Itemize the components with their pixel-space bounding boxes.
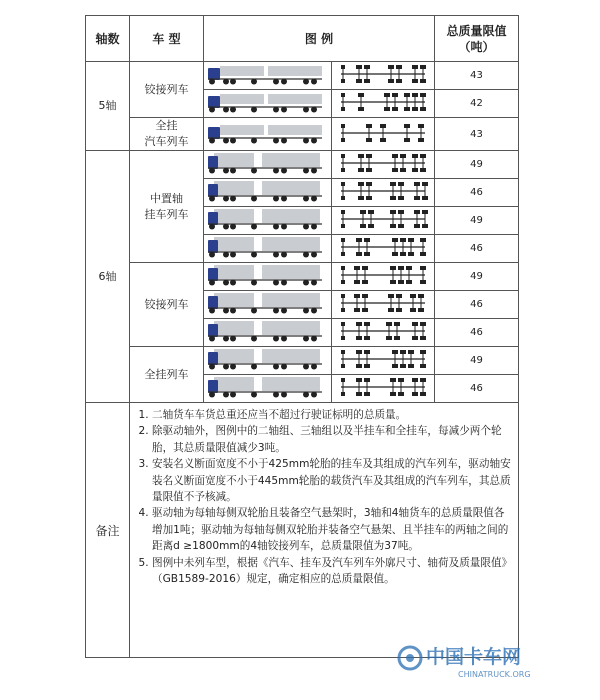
table-row [86,347,519,375]
truck-illustration [204,151,332,179]
axle-diagram [332,90,435,118]
truck-illustration [204,291,332,319]
truck-icon [206,263,330,287]
axle-layout-icon [335,122,431,144]
axle-layout-icon [335,320,431,342]
header-limit-line1: 总质量限值 [446,23,507,38]
truck-icon [206,347,330,371]
axle-diagram [332,235,435,263]
axle-diagram [332,347,435,375]
note-item: 1. 二轴货车车货总重还应当不超过行驶证标明的总质量。 [152,407,514,423]
truck-illustration [204,347,332,375]
table-row [86,118,519,151]
note-item: 2. 除驱动轴外，图例中的二轴组、三轴组以及半挂车和全挂车，每减少两个轮胎，其总质量限值减少3吨。 [152,423,514,456]
header-legend: 图 例 [204,16,435,62]
mass-limit-value: 49 [435,151,519,179]
mass-limit-value: 49 [435,207,519,235]
axle-layout-icon [335,264,431,286]
vehicle-type-label: 汽车列车 [144,135,189,148]
mass-limit-value: 46 [435,291,519,319]
axle-layout-icon [335,91,431,113]
header-row [86,16,519,62]
truck-icon [206,151,330,175]
truck-illustration [204,179,332,207]
truck-icon [206,179,330,203]
axle-load-limit-table [85,15,519,658]
axle-diagram [332,207,435,235]
axle-diagram [332,118,435,151]
header-type: 车 型 [130,16,204,62]
note-item: 4. 驱动轴为每轴每侧双轮胎且装备空气悬架时，3轴和4轴货车的总质量限值各增加1吨；驱动轴为每轴每侧双轮胎并装备空气悬架、且半挂车的两轴之间的距离d ≥1800mm的4轴铰接列车，总质量限值为37吨。 [152,505,514,554]
axle-layout-icon [335,292,431,314]
table-row [86,263,519,291]
truck-illustration [204,62,332,90]
vehicle-type-cell [130,62,204,118]
vehicle-type-label: 铰接列车 [144,297,189,311]
truck-icon [206,121,330,145]
axle-diagram [332,151,435,179]
vehicle-type-cell [130,151,204,263]
notes-content [130,403,519,658]
notes-row [86,403,519,658]
truck-icon [206,375,330,399]
mass-limit-value: 43 [435,118,519,151]
mass-limit-value: 49 [435,347,519,375]
svg-text:中国卡车网: 中国卡车网 [426,646,522,668]
axle-diagram [332,375,435,403]
mass-limit-value: 49 [435,263,519,291]
axle-layout-icon [335,63,431,85]
mass-limit-value: 46 [435,235,519,263]
axle-diagram [332,62,435,90]
axle-diagram [332,319,435,347]
axle-count-cell: 5轴 [86,62,130,151]
axle-count-cell: 6轴 [86,151,130,403]
axle-layout-icon [335,348,431,370]
truck-illustration [204,263,332,291]
vehicle-type-label: 中置轴 [150,191,183,205]
truck-illustration [204,207,332,235]
truck-icon [206,207,330,231]
axle-layout-icon [335,152,431,174]
svg-text:CHINATRUCK.ORG: CHINATRUCK.ORG [458,670,531,679]
vehicle-type-label: 全挂列车 [144,367,189,381]
truck-icon [206,235,330,259]
watermark-logo [396,636,564,682]
header-limit-line2: （吨） [458,39,495,54]
note-item: 3. 安装名义断面宽度不小于425mm轮胎的挂车及其组成的汽车列车，驱动轴安装名义断面宽度不小于445mm轮胎的载货汽车及其组成的汽车列车，其总质量限值不予核减。 [152,456,514,505]
axle-layout-icon [335,376,431,398]
truck-illustration [204,235,332,263]
truck-illustration [204,319,332,347]
truck-icon [206,62,330,86]
mass-limit-value: 42 [435,90,519,118]
axle-diagram [332,263,435,291]
mass-limit-value: 43 [435,62,519,90]
notes-list [136,407,514,587]
truck-icon [206,90,330,114]
truck-icon [206,291,330,315]
axle-layout-icon [335,180,431,202]
vehicle-type-cell [130,118,204,151]
header-axle: 轴数 [86,16,130,62]
truck-illustration [204,90,332,118]
header-limit [435,16,519,62]
notes-label: 备注 [86,403,130,658]
truck-illustration [204,118,332,151]
truck-icon [206,319,330,343]
table-row [86,151,519,179]
axle-layout-icon [335,236,431,258]
axle-diagram [332,291,435,319]
vehicle-type-label: 铰接列车 [144,82,189,96]
mass-limit-value: 46 [435,375,519,403]
truck-illustration [204,375,332,403]
vehicle-type-label: 全挂 [155,119,178,132]
note-item: 5. 图例中未列车型，根据《汽车、挂车及汽车列车外廓尺寸、轴荷及质量限值》（GB1589-2016）规定，确定相应的总质量限值。 [152,555,514,588]
vehicle-type-cell [130,347,204,403]
mass-limit-value: 46 [435,179,519,207]
axle-layout-icon [335,208,431,230]
axle-diagram [332,179,435,207]
vehicle-type-cell [130,263,204,347]
vehicle-type-label: 挂车列车 [144,207,189,221]
mass-limit-value: 46 [435,319,519,347]
table-row [86,62,519,90]
